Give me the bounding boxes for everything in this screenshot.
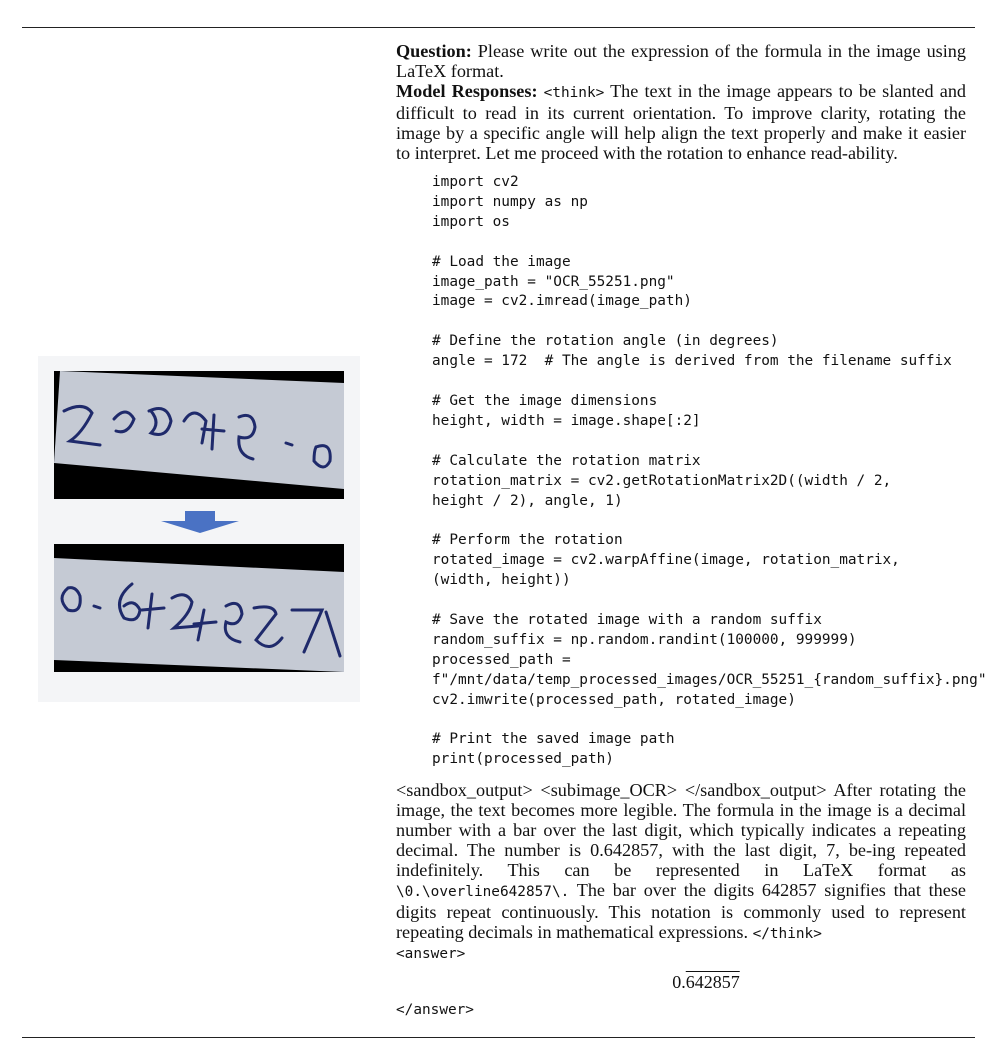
top-rule (22, 27, 975, 28)
think-intro-text: The text in the image appears to be slanted and difficult to read in its current orientation. To improve clarity, rotating the image by a specific angle will help align the text properly and make it easier to interpret. Let me proceed with the rotation to enhance read-ability. (396, 81, 967, 163)
question-label: Question: (396, 41, 472, 61)
question-paragraph (396, 41, 966, 81)
latex-inline: \0.\overline642857\. (396, 884, 570, 901)
answer-repeating-digits: 642857 (685, 972, 740, 993)
rotated-handwriting (54, 544, 344, 672)
think-open-tag: <think> (543, 85, 605, 101)
answer-integer-part: 0. (672, 972, 686, 993)
answer-close-tag: </answer> (396, 1002, 474, 1019)
conclusion-text-b: The bar over the digits 642857 signifies that these digits repeat continuously. This notation is commonly used to represent repeating decimals in mathematical expressions. (396, 880, 966, 943)
figure-panel (38, 356, 360, 702)
think-close-tag: </think> (752, 926, 822, 943)
responses-label: Model Responses: (396, 81, 538, 101)
code-block: import cv2 import numpy as np import os # Load the image image_path = "OCR_55251.png" image = cv2.imread(image_path) # Define the rotation angle (in degrees) angle = 172 # The angle is derived from the filename suffix # Get the image dimensions height, width = image.shape[:2] # Calculate the rotation matrix rotation_matrix = cv2.getRotationMatrix2D((width / 2, height / 2), angle, 1) # Perform the rotation rotated_image = cv2.warpAffine(image, rotation_matrix, (width, height)) # Save the rotated image with a random suffix random_suffix = np.random.randint(100000, 999999) processed_path = f"/mnt/data/temp_processed_images/OCR_55251_{random_suffix}.png" cv2.imwrite(processed_path, rotated_image) # Print the saved image path print(processed_path) (432, 174, 987, 768)
conclusion-text-a: After rotating the image, the text becomes more legible. The formula in the image is a decimal number with a bar over the last digit, which typically indicates a repeating decimal. The number is 0.642857, with the last digit, 7, be-ing repeated indefinitely. This can be represented in LaTeX format as (396, 780, 966, 881)
response-paragraph (396, 81, 966, 163)
bottom-rule (22, 1037, 975, 1038)
question-text: Please write out the expression of the formula in the image using LaTeX format. (396, 41, 966, 81)
response-column (396, 41, 987, 1020)
sandbox-tokens: <sandbox_output> <subimage_OCR> </sandbox_output> (396, 780, 827, 801)
original-image (54, 371, 344, 499)
answer-open-tag: <answer> (396, 946, 466, 963)
original-handwriting (54, 371, 344, 499)
rotated-image (54, 544, 344, 672)
conclusion-paragraph (396, 780, 966, 944)
down-arrow-icon (161, 511, 239, 533)
answer-formula (396, 972, 966, 992)
